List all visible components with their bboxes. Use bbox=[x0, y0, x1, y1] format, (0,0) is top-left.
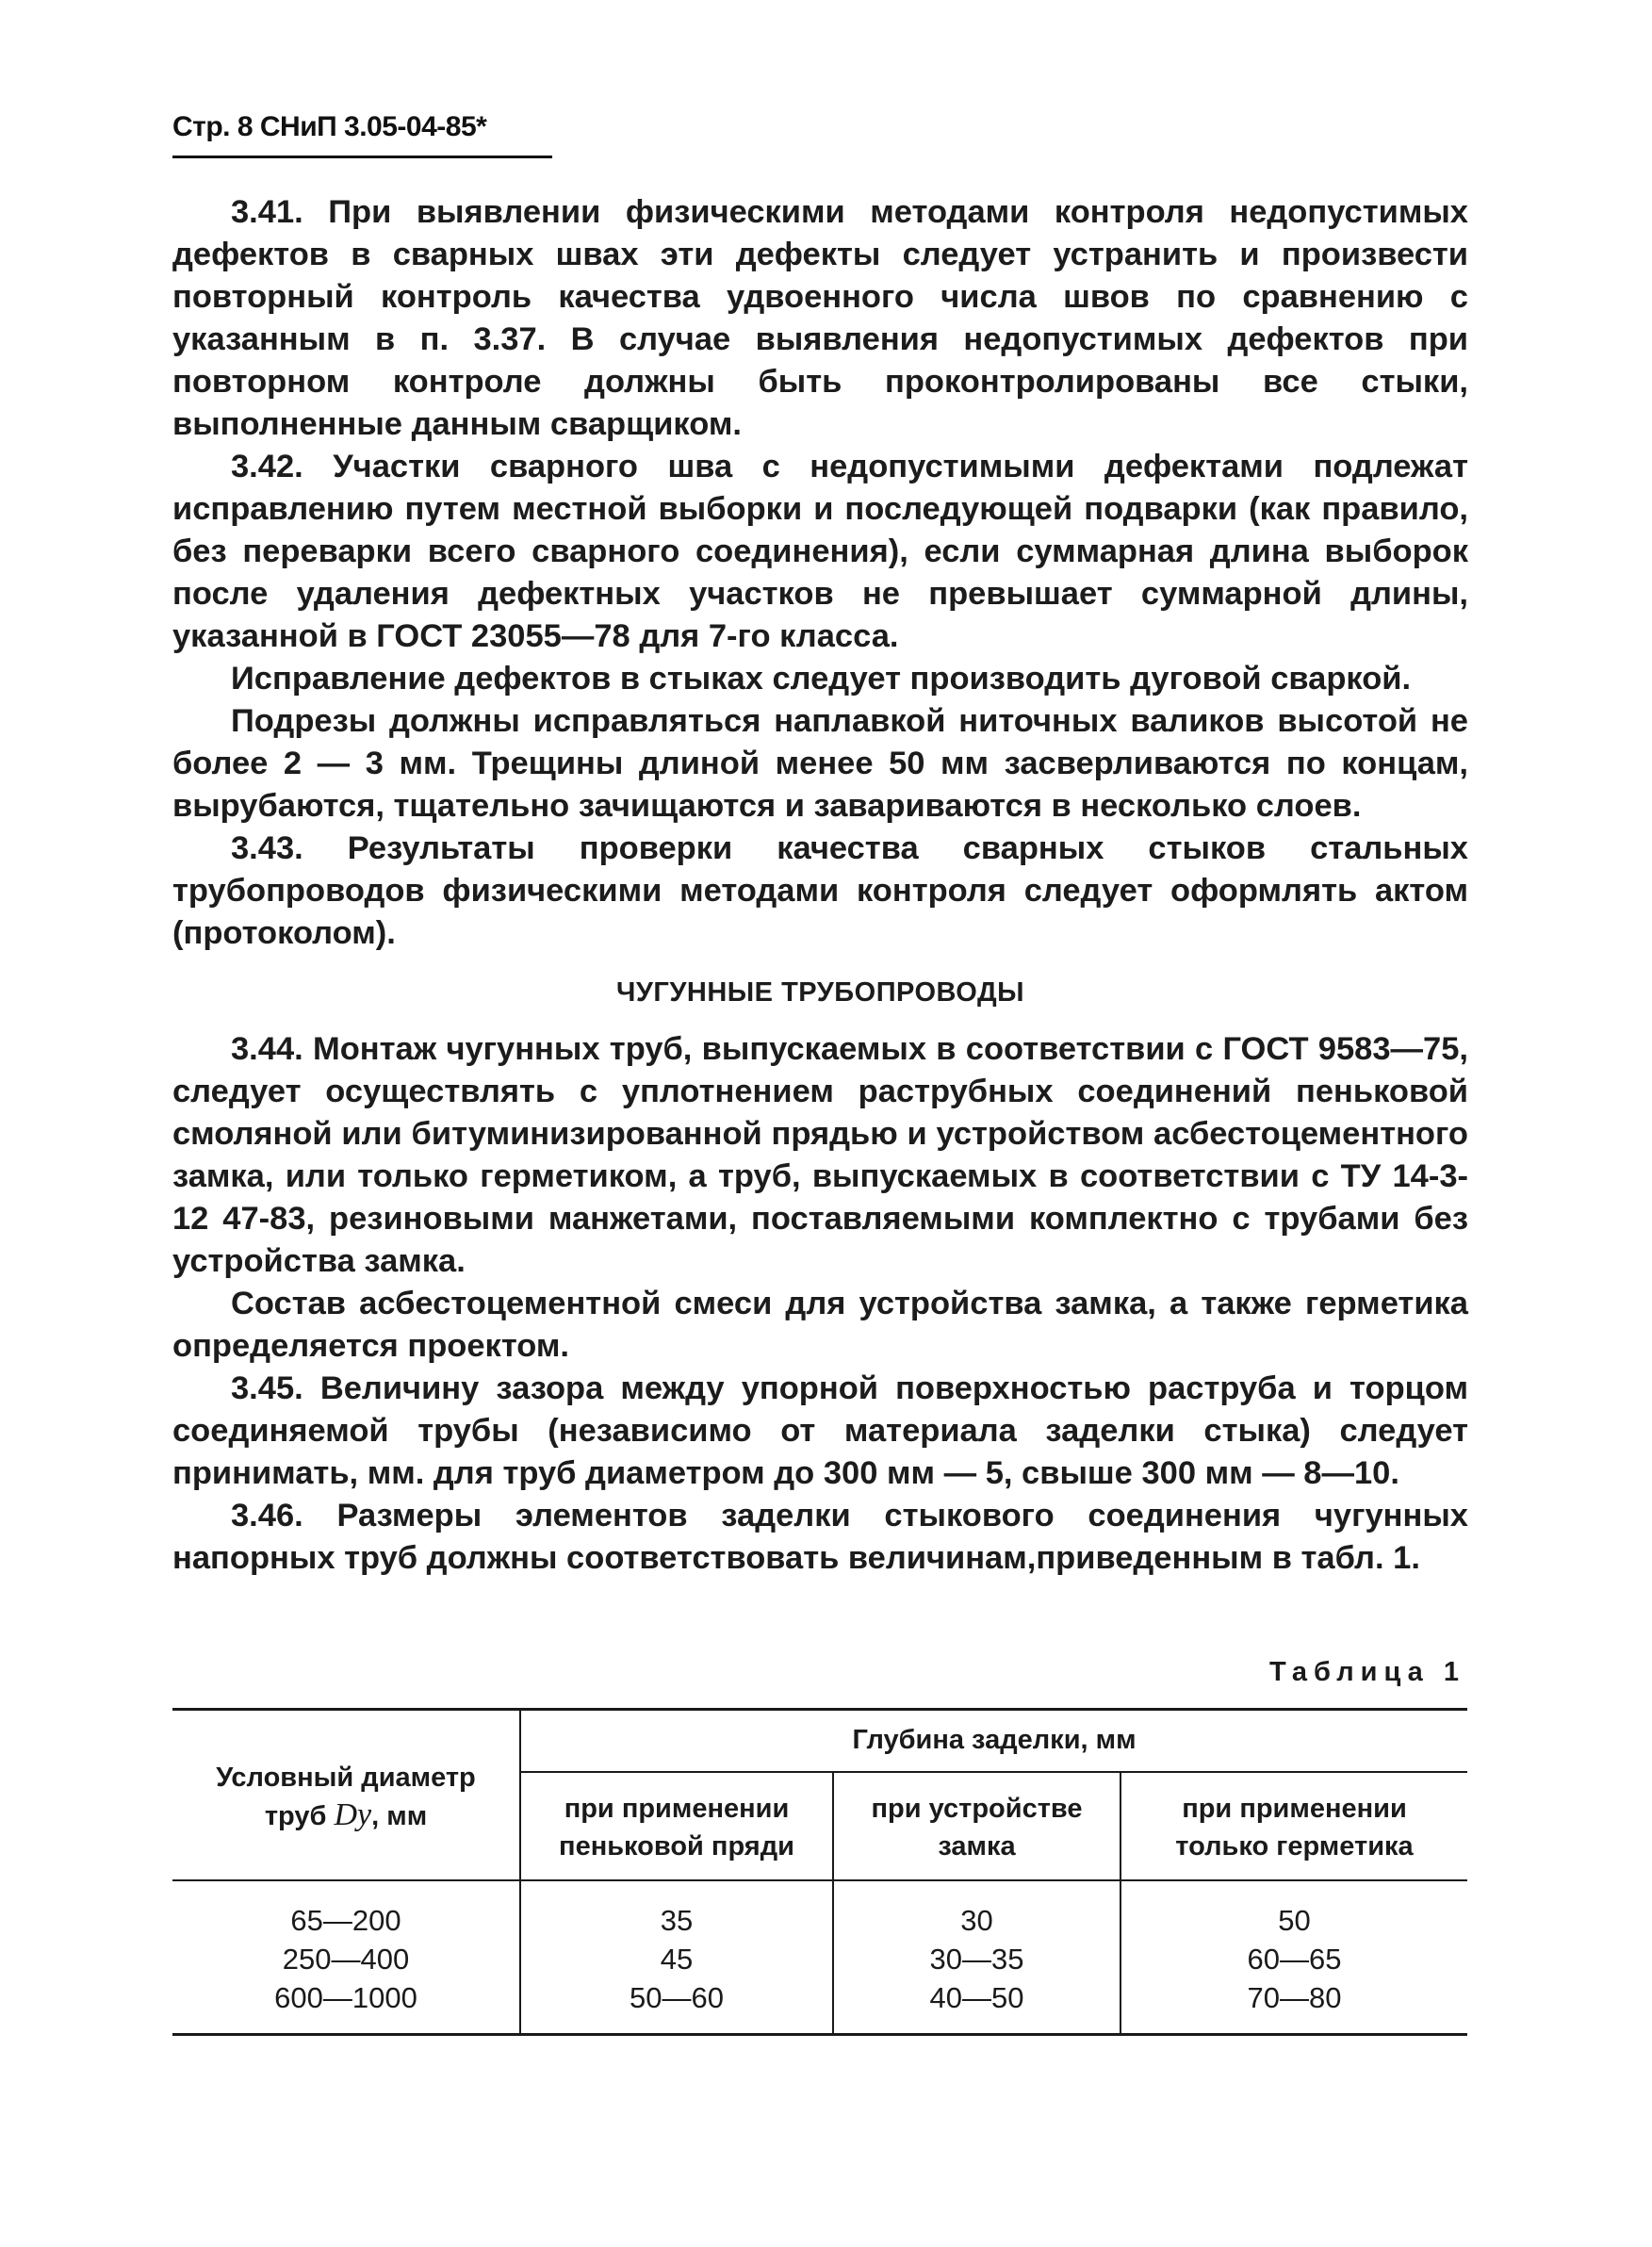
column-header-unit: , мм bbox=[371, 1801, 428, 1831]
column-lock-values bbox=[834, 1901, 1120, 2017]
column-header-text: труб bbox=[264, 1801, 327, 1831]
paragraph-3-45 bbox=[172, 1368, 1468, 1495]
header-rule bbox=[172, 156, 552, 158]
clause-number: 3.46. bbox=[231, 1498, 303, 1534]
group-header-depth: Глубина заделки, мм bbox=[852, 1725, 1137, 1755]
table-bottom-rule bbox=[172, 2033, 1467, 2036]
column-diameter-values bbox=[172, 1901, 519, 2017]
body-text bbox=[172, 191, 1468, 1580]
column-hemp-values bbox=[521, 1901, 832, 2017]
sub-header-line: только герметика bbox=[1175, 1831, 1414, 1862]
header-bottom-rule bbox=[172, 1879, 1467, 1881]
column-header-line bbox=[172, 1796, 519, 1835]
paragraph-3-43 bbox=[172, 828, 1468, 955]
paragraph-text: Подрезы должны исправляться наплавкой ниточных валиков высотой не более 2 — 3 мм. Трещины длиной менее 50 мм засверливаются по концам, вырубаются, тщательно зачищаются и завариваются в несколько слоев. bbox=[172, 703, 1468, 824]
table-cell: 65—200 bbox=[290, 1904, 401, 1937]
sub-header-hemp bbox=[521, 1790, 832, 1865]
paragraph-text: Состав асбестоцементной смеси для устройства замка, а также герметика определяется проектом. bbox=[172, 1286, 1468, 1364]
table-cell: 250—400 bbox=[282, 1943, 410, 1976]
column-header-line: Условный диаметр bbox=[216, 1763, 476, 1793]
paragraph-3-42 bbox=[172, 446, 1468, 658]
sub-header-line: замка bbox=[938, 1831, 1016, 1862]
clause-number: 3.42. bbox=[231, 449, 303, 484]
paragraph-text: Монтаж чугунных труб, выпускаемых в соответствии с ГОСТ 9583—75, следует осуществлять с уплотнением раструбных соединений пеньковой смоляной или битуминизированной прядью и устройством асбестоцементного замка, или только герметиком, а труб, выпускаемых в соответствии с ТУ 14-3-12 47-83, резиновыми манжетами, поставляемыми комплектно с трубами без устройства замка. bbox=[172, 1031, 1468, 1279]
paragraph-text: Результаты проверки качества сварных стыков стальных трубопроводов физическими методами контроля следует оформлять актом (протоколом). bbox=[172, 830, 1468, 951]
sub-header-lock bbox=[834, 1790, 1120, 1865]
table-caption: Таблица 1 bbox=[1268, 1657, 1465, 1687]
group-header-rule bbox=[519, 1771, 1467, 1773]
table-cell: 30 bbox=[960, 1904, 993, 1937]
column-header-diameter bbox=[172, 1759, 519, 1835]
paragraph-text: Исправление дефектов в стыках следует производить дуговой сваркой. bbox=[231, 661, 1412, 697]
table-cell: 35 bbox=[660, 1904, 694, 1937]
clause-number: 3.41. bbox=[231, 194, 303, 230]
clause-number: 3.44. bbox=[231, 1031, 303, 1067]
paragraph-text: Участки сварного шва с недопустимыми дефектами подлежат исправлению путем местной выборки и последующей подварки (как правило, без переварки всего сварного соединения), если суммарная длина выборок после удаления дефектных участков не превышает суммарной длины, указанной в ГОСТ 23055—78 для 7-го класса. bbox=[172, 449, 1468, 654]
sub-header-line: при применении bbox=[564, 1794, 790, 1824]
table-top-rule bbox=[172, 1708, 1467, 1711]
sub-header-line: пеньковой пряди bbox=[559, 1831, 794, 1862]
section-heading: ЧУГУННЫЕ ТРУБОПРОВОДЫ bbox=[616, 977, 1024, 1008]
table-cell: 30—35 bbox=[929, 1943, 1024, 1976]
table-cell: 45 bbox=[660, 1943, 694, 1976]
paragraph-3-46 bbox=[172, 1495, 1468, 1580]
paragraph-3-41 bbox=[172, 191, 1468, 446]
paragraph-undercuts bbox=[172, 700, 1468, 828]
clause-number: 3.43. bbox=[231, 830, 303, 866]
sub-header-sealant bbox=[1121, 1790, 1467, 1865]
table-cell: 50—60 bbox=[630, 1981, 724, 2014]
dy-symbol: Dy bbox=[334, 1797, 372, 1832]
table-cell: 70—80 bbox=[1247, 1981, 1342, 2014]
running-title: Стр. 8 СНиП 3.05-04-85* bbox=[172, 111, 487, 142]
paragraph-mix-composition bbox=[172, 1283, 1468, 1368]
paragraph-text: Величину зазора между упорной поверхностью раструба и торцом соединяемой трубы (независимо от материала заделки стыка) следует принимать, мм. для труб диаметром до 300 мм — 5, свыше 300 мм — 8—10. bbox=[172, 1370, 1468, 1491]
table-cell: 600—1000 bbox=[274, 1981, 417, 2014]
paragraph-text: При выявлении физическими методами контроля недопустимых дефектов в сварных швах эти дефекты следует устранить и произвести повторный контроль качества удвоенного числа швов по сравнению с указанным в п. 3.37. В случае выявления недопустимых дефектов при повторном контроле должны быть проконтролированы все стыки, выполненные данным сварщиком. bbox=[172, 194, 1468, 442]
data-table bbox=[172, 1708, 1467, 2057]
paragraph-3-44 bbox=[172, 1028, 1468, 1283]
sub-header-line: при применении bbox=[1182, 1794, 1407, 1824]
column-sealant-values bbox=[1121, 1901, 1467, 2017]
table-cell: 40—50 bbox=[929, 1981, 1024, 2014]
paragraph-text: Размеры элементов заделки стыкового соединения чугунных напорных труб должны соответствовать величинам,приведенным в табл. 1. bbox=[172, 1498, 1468, 1576]
table-cell: 50 bbox=[1278, 1904, 1311, 1937]
table-cell: 60—65 bbox=[1247, 1943, 1342, 1976]
sub-header-line: при устройстве bbox=[871, 1794, 1083, 1824]
clause-number: 3.45. bbox=[231, 1370, 303, 1406]
paragraph-repair-method bbox=[172, 658, 1468, 700]
